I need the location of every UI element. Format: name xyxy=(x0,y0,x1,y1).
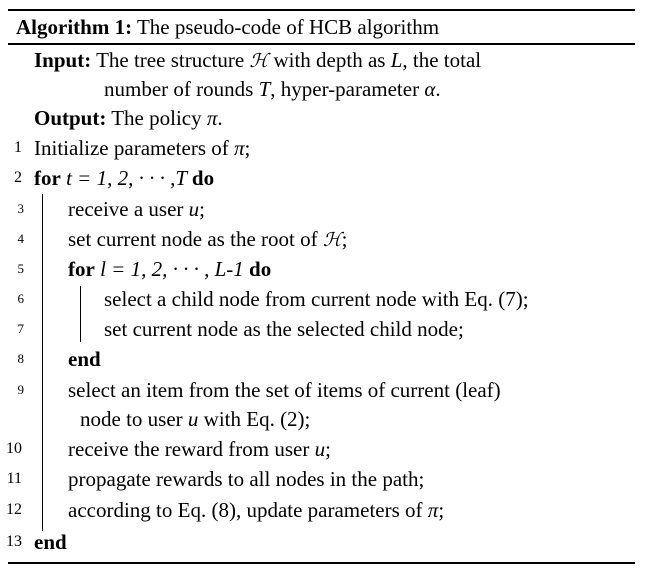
end-keyword: end xyxy=(68,347,101,371)
alpha-symbol: α xyxy=(424,77,436,101)
input-text: with depth as xyxy=(268,48,391,72)
input-text: , hyper-parameter xyxy=(270,77,425,101)
output-line xyxy=(34,103,223,133)
line-text: set current node as the root of xyxy=(68,227,323,251)
inner-loop-bar xyxy=(80,286,81,342)
line-text: receive the reward from user xyxy=(68,437,315,461)
algo-line-2 xyxy=(34,163,214,193)
line-text: propagate rewards to all nodes in the path; xyxy=(68,467,425,491)
input-keyword: Input: xyxy=(34,48,92,72)
loop-range: = 1, 2, · · · , L-1 xyxy=(105,257,250,281)
algo-line-12 xyxy=(68,495,444,525)
policy-symbol: π xyxy=(206,106,218,130)
do-keyword: do xyxy=(249,257,272,281)
line-text: ; xyxy=(325,437,331,461)
line-number: 5 xyxy=(17,261,24,276)
input-text: number of rounds xyxy=(104,77,259,101)
line-number: 6 xyxy=(17,291,24,306)
line-text: ; xyxy=(244,136,251,160)
line-number: 11 xyxy=(6,470,22,487)
input-line-1 xyxy=(34,45,481,75)
line-text: according to Eq. (8), update parameters of xyxy=(68,498,428,522)
line-text: with Eq. (2); xyxy=(198,407,311,431)
tree-symbol: ℋ xyxy=(249,50,269,72)
algo-line-9 xyxy=(68,375,501,405)
depth-symbol: L xyxy=(390,48,403,72)
output-text: . xyxy=(217,106,223,130)
tree-symbol: ℋ xyxy=(322,229,342,251)
line-number: 4 xyxy=(17,231,24,246)
line-text: ; xyxy=(438,498,445,522)
user-symbol: u xyxy=(187,407,199,431)
do-keyword: do xyxy=(191,166,215,190)
line-text: select a child node from current node with Eq. (7); xyxy=(104,287,529,311)
user-symbol: u xyxy=(314,437,326,461)
line-text: ; xyxy=(341,227,348,251)
input-line-2 xyxy=(104,74,441,104)
algo-line-4 xyxy=(68,224,347,254)
algo-line-13 xyxy=(34,527,67,557)
algo-line-3 xyxy=(68,194,205,224)
line-text: ; xyxy=(199,197,206,221)
loop-variable: t xyxy=(66,166,72,190)
rounds-symbol: T xyxy=(258,77,271,101)
end-keyword: end xyxy=(34,530,67,554)
line-number: 8 xyxy=(17,351,24,366)
line-text: set current node as the selected child node; xyxy=(104,317,464,341)
user-symbol: u xyxy=(188,197,200,221)
input-text: . xyxy=(435,77,441,101)
line-number: 7 xyxy=(17,321,24,336)
loop-range: = 1, 2, · · · ,T xyxy=(71,166,192,190)
line-number: 9 xyxy=(17,382,24,397)
algo-line-11 xyxy=(68,464,424,494)
line-text: receive a user xyxy=(68,197,189,221)
algo-line-6 xyxy=(104,284,529,314)
line-number: 13 xyxy=(6,533,22,550)
input-text: The tree structure xyxy=(96,48,250,72)
line-number: 10 xyxy=(6,440,22,457)
line-text: select an item from the set of items of current (leaf) xyxy=(68,378,501,402)
output-keyword: Output: xyxy=(34,106,107,130)
outer-loop-bar xyxy=(42,194,43,531)
line-text: Initialize parameters of xyxy=(34,136,234,160)
bottom-rule xyxy=(8,562,635,564)
algorithm-caption xyxy=(16,11,439,43)
line-number: 3 xyxy=(17,201,24,216)
line-text: node to user xyxy=(80,407,188,431)
algo-line-10 xyxy=(68,434,331,464)
input-text: , the total xyxy=(402,48,482,72)
algo-line-7 xyxy=(104,314,464,344)
algo-line-9-continued xyxy=(80,404,310,434)
line-number: 2 xyxy=(14,169,22,186)
algo-line-5 xyxy=(68,254,271,284)
algo-line-8 xyxy=(68,344,101,374)
line-number: 12 xyxy=(6,501,22,518)
policy-symbol: π xyxy=(233,136,245,160)
policy-symbol: π xyxy=(427,498,439,522)
algorithm-title: The pseudo-code of HCB algorithm xyxy=(136,15,440,39)
loop-variable: l xyxy=(100,257,106,281)
algo-line-1 xyxy=(34,133,250,163)
output-text: The policy xyxy=(111,106,207,130)
for-keyword: for xyxy=(68,257,95,281)
algorithm-label: Algorithm 1: xyxy=(16,15,133,39)
line-number: 1 xyxy=(14,139,22,156)
for-keyword: for xyxy=(34,166,61,190)
